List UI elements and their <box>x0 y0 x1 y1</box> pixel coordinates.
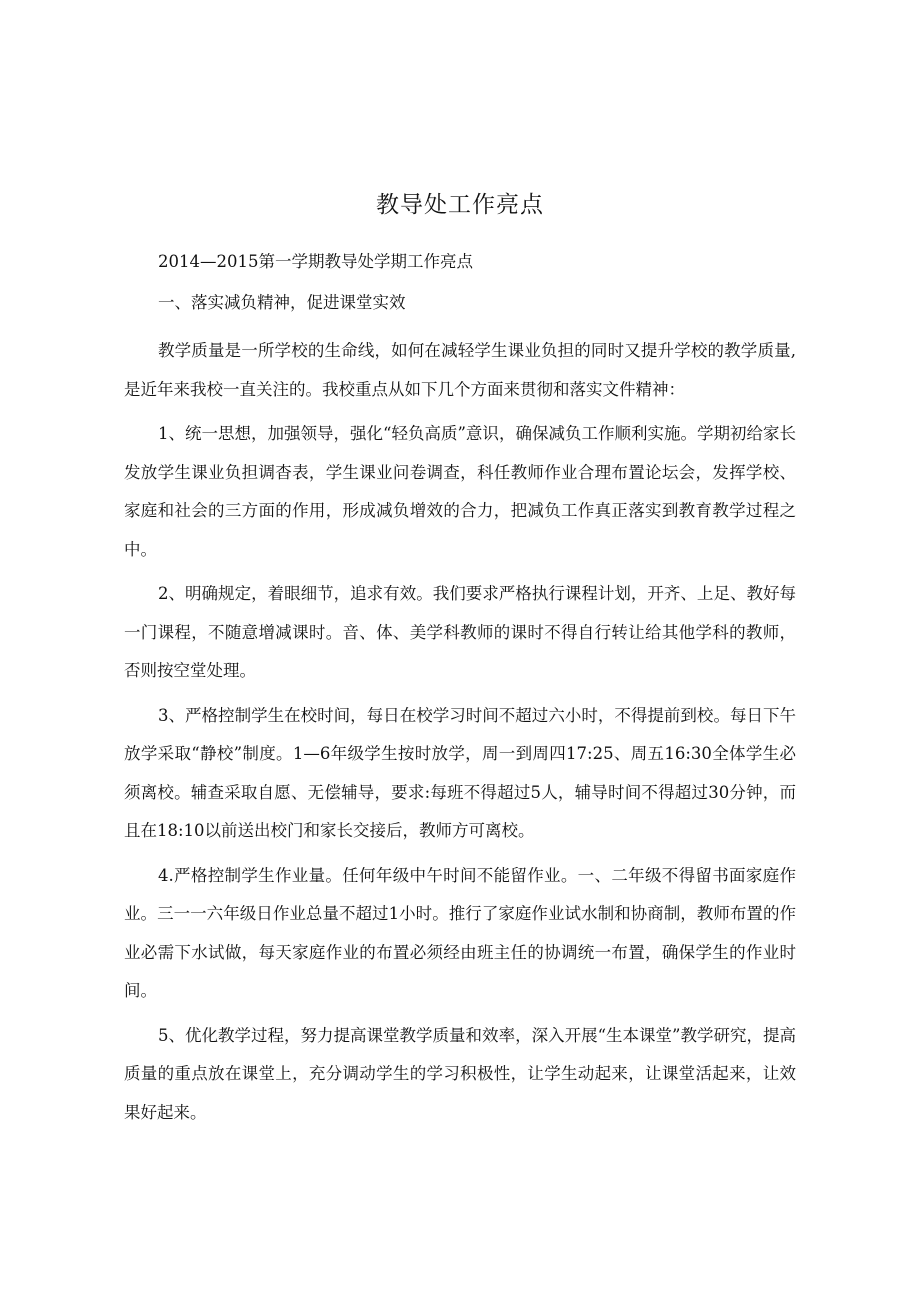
document-body <box>124 248 796 1138</box>
section-heading: 一、落实减负精神，促进课堂实效 <box>158 293 406 312</box>
paragraph-item-1: 1、统一思想，加强领导，强化“轻负高质”意识，确保减负工作顺利实施。学期初给家长发放学生课业负担调杳表，学生课业问卷调查，科任教师作业合理布置论坛会，发挥学校、家庭和社会的三方面的作用，形成减负增效的合力，把减负工作真正落实到教育教学过程之中。 <box>124 424 796 559</box>
paragraph-item-4: 4.严格控制学生作业量。任何年级中午时间不能留作业。一、二年级不得留书面家庭作业。三一一六年级日作业总量不超过1小时。推行了家庭作业试水制和协商制，教师布置的作业必需下水试做，每天家庭作业的布置必须经由班主任的协调统一布置，确保学生的作业时间。 <box>124 865 796 1000</box>
paragraph-item-2: 2、明确规定，着眼细节，追求有效。我们要求严格执行课程计划，开齐、上足、教好每一门课程，不随意增减课时。音、体、美学科教师的课时不得自行转让给其他学科的教师，否则按空堂处理。 <box>124 584 796 680</box>
paragraph-intro: 教学质量是一所学校的生命线，如何在减轻学生课业负担的同时又提升学校的教学质量,是近年来我校一直关注的。我校重点从如下几个方面来贯彻和落实文件精神： <box>124 341 796 399</box>
paragraph-item-3: 3、严格控制学生在校时间，每日在校学习时间不超过六小时，不得提前到校。每日下午放学采取“静校”制度。1—6年级学生按时放学，周一到周四17:25、周五16:30全体学生必须离校。辅查采取自愿、无偿辅导，要求:每班不得超过5人，辅导时间不得超过30分钟，而且在18:10以前送出校门和家长交接后，教师方可离校。 <box>124 705 796 840</box>
document-subtitle: 2014—2015第一学期教导处学期工作亮点 <box>158 252 473 271</box>
paragraph-item-5: 5、优化教学过程，努力提高课堂教学质量和效率，深入开展“生本课堂”教学研究，提高质量的重点放在课堂上，充分调动学生的学习积极性，让学生动起来，让课堂活起来，让效果好起来。 <box>124 1025 796 1122</box>
document-title: 教导处工作亮点 <box>376 192 544 218</box>
